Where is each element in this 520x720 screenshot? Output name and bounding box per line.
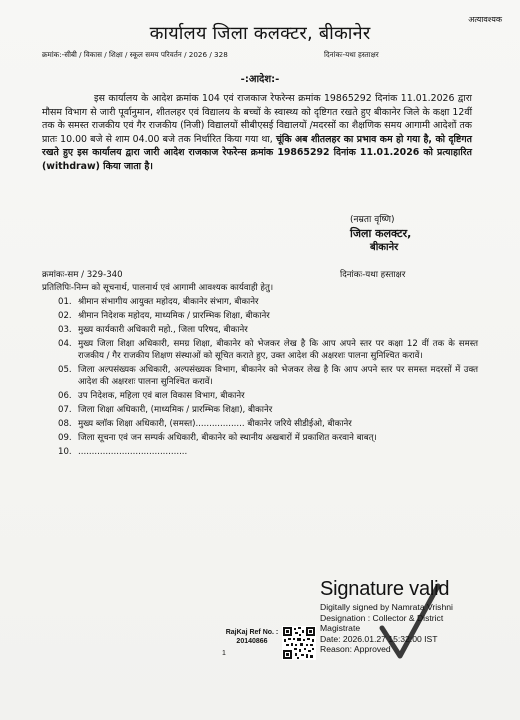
urgent-label: अत्यावश्यक <box>468 15 502 24</box>
order-text-bold: चूंकि अब शीतलहर का प्रभाव कम हो गया है, को दृष्टिगत रखते हुए इस कार्यालय द्वारा जारी आदेश राजकाज रेफरेन्स क्रमांक 19865292 दिनांक 11.01.2026 को प्रत्याहारित (withdraw) किया जाता है। <box>42 133 473 172</box>
rajkaj-reference <box>222 628 282 646</box>
signature-details: Digitally signed by Namrata Vrishni Designation : Collector & District Magistrate Date: 2026.01.27 15:32:00 IST Reason: Approved <box>320 602 453 655</box>
copy-intro: प्रतिलिपिः-निम्न को सूचनार्थ, पालनार्थ एवं आगामी आवश्यक कार्यवाही हेतु। <box>42 283 274 293</box>
copy-reference-line <box>42 268 482 280</box>
list-item: 02. श्रीमान निदेशक महोदय, माध्यमिक / प्रारम्भिक शिक्षा, बीकानेर <box>58 311 270 321</box>
signatory-designation: जिला कलक्टर, <box>350 227 412 240</box>
signature-status: Signature valid <box>320 578 450 600</box>
list-item: 01. श्रीमान संभागीय आयुक्त महोदय, बीकानेर संभाग, बीकानेर <box>58 297 259 307</box>
signatory-block <box>350 213 480 255</box>
rajkaj-number: 20140866 <box>236 638 268 645</box>
list-item: 10. ........................................ <box>58 447 188 457</box>
list-item: 04. मुख्य जिला शिक्षा अधिकारी, समग्र शिक्षा, बीकानेर को भेजकर लेख है कि आप अपने स्तर पर कक्षा 12 वीं तक के समस्त राजकीय / गैर राजकीय शिक्षण संस्थाओं को सूचित कराते हुए, उक्त आदेश की अक्षरशः पालना सुनिश्चित करावें। <box>58 339 478 361</box>
list-item: 05. जिला अल्पसंख्यक अधिकारी, अल्पसंख्यक विभाग, बीकानेर को भेजकर लेख है कि आप अपने स्तर पर समस्त मदरसों में उक्त आदेश की अक्षरशः पालना सुनिश्चित करावें। <box>58 365 478 387</box>
list-item: 03. मुख्य कार्यकारी अधिकारी महो., जिला परिषद, बीकानेर <box>58 325 248 335</box>
list-item: 09. जिला सूचना एवं जन सम्पर्क अधिकारी, बीकानेर को स्थानीय अखबारों में प्रकाशित करवाने बाबत्। <box>58 433 377 443</box>
reference-line <box>42 50 462 60</box>
signatory-place: बीकानेर <box>370 242 399 253</box>
copy-reference-number: क्रमांकः-सम / 329-340 <box>42 270 123 280</box>
page-number: 1 <box>222 650 226 657</box>
signatory-name: (नम्रता वृष्णि) <box>350 215 395 225</box>
qr-code <box>282 626 316 660</box>
reference-number: क्रमांक:-सीबी / विकास / शिक्षा / स्कूल समय परिवर्तन / 2026 / 328 <box>42 50 228 59</box>
digital-signature <box>320 578 510 655</box>
copy-list <box>58 296 478 460</box>
list-item: 08. मुख्य ब्लॉक शिक्षा अधिकारी, (समस्त).................. बीकानेर जरिये सीडीईओ, बीकानेर <box>58 419 352 429</box>
list-item: 06. उप निदेशक, महिला एवं बाल विकास विभाग, बीकानेर <box>58 391 245 401</box>
order-heading: -:आदेश:- <box>240 74 280 85</box>
office-title: कार्यालय जिला कलक्टर, बीकानेर <box>149 23 371 44</box>
order-text: इस कार्यालय के आदेश क्रमांक 104 एवं राजकाज रेफरेन्स क्रमांक 19865292 दिनांक 11.01.2026 द्वारा मौसम विभाग से जारी पूर्वानुमान, शीतलहर एवं विद्यालय के बच्चों के स्वास्थ्य को दृष्टिगत रखते हुए बीकानेर जिले के कक्षा 12वीं तक के समस्त राजकीय एवं गैर राजकीय (निजी) विद्यालयों सीबीएसई विद्यालयों /मदरसों का शैक्षणिक समय आगामी आदेशों तक प्रातः 10.00 बजे से शाम 04.00 बजे तक निर्धारित किया गया था, <box>42 93 472 145</box>
copy-reference-date: दिनांकः-यथा हस्ताक्षर <box>340 270 406 280</box>
reference-date: दिनांकः-यथा हस्ताक्षर <box>324 50 379 59</box>
order-paragraph <box>42 92 472 174</box>
list-item: 07. जिला शिक्षा अधिकारी, (माध्यमिक / प्रारम्भिक शिक्षा), बीकानेर <box>58 405 273 415</box>
rajkaj-label: RajKaj Ref No. : <box>225 629 279 636</box>
